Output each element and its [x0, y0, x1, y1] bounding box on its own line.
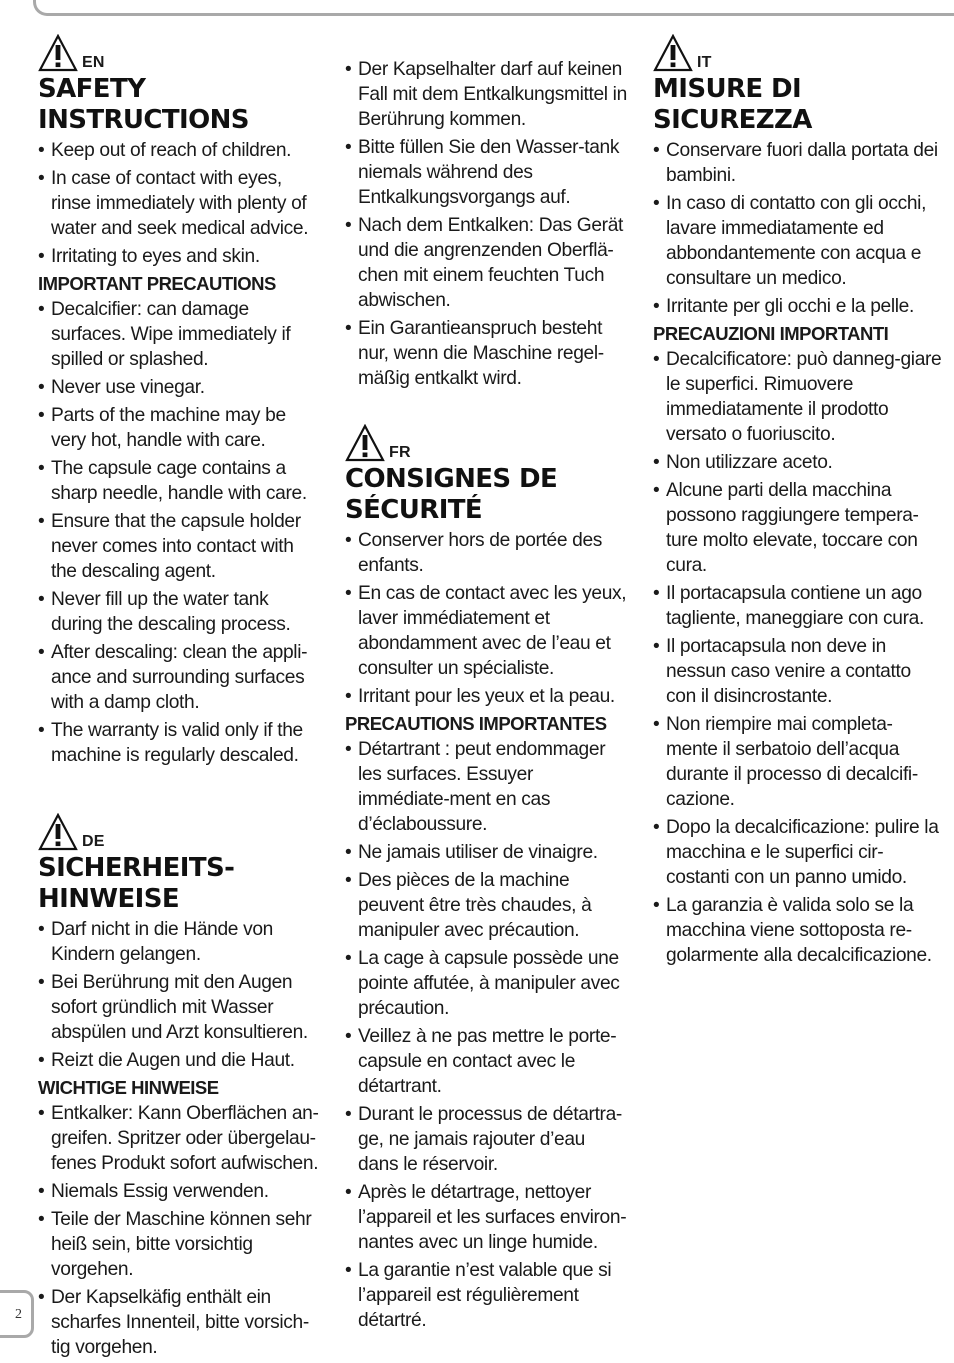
section-title-de-line1: SICHERHEITS- — [38, 853, 235, 883]
warning-triangle-icon — [653, 34, 693, 72]
section-fr — [345, 420, 627, 1333]
list-item: • The capsule cage contains a sharp needle, handle with care. — [38, 456, 320, 506]
list-item: • Veillez à ne pas mettre le porte-capsule en contact avec le détartrant. — [345, 1024, 627, 1099]
list-item: • Non riempire mai completa-mente il serbatoio dell’acqua durante il processo di decalcifi-cazione. — [653, 712, 943, 812]
language-header-fr — [345, 420, 627, 462]
precautions-list-it — [653, 347, 943, 968]
list-item: • Il portacapsula non deve in nessun caso venire a contatto con il disincrostante. — [653, 634, 943, 709]
safety-list-it — [653, 138, 943, 319]
precautions-heading-fr: PRECAUTIONS IMPORTANTES — [345, 713, 607, 734]
section-de — [38, 809, 320, 1360]
language-header-it — [653, 30, 943, 72]
safety-list-fr — [345, 528, 627, 709]
list-item: • Non utilizzare aceto. — [653, 450, 943, 475]
precautions-list-de-part1 — [38, 1101, 320, 1360]
precautions-heading-de: WICHTIGE HINWEISE — [38, 1077, 219, 1098]
section-spacer — [38, 771, 320, 809]
section-title-fr-line2: SÉCURITÉ — [345, 495, 483, 525]
list-item: • Bitte füllen Sie den Wasser-tank niemals während des Entkalkungsvorgangs auf. — [345, 135, 627, 210]
list-item: • Il portacapsula contiene un ago tagliente, maneggiare con cura. — [653, 581, 943, 631]
list-item: • Decalcificatore: può danneg-giare le superfici. Rimuovere immediatamente il prodotto versato o fuoriuscito. — [653, 347, 943, 447]
list-item: • Darf nicht in die Hände von Kindern gelangen. — [38, 917, 320, 967]
section-en — [38, 30, 320, 768]
list-item: • Durant le processus de détartra-ge, ne jamais rajouter d’eau dans le réservoir. — [345, 1102, 627, 1177]
list-item: • Irritante per gli occhi e la pelle. — [653, 294, 943, 319]
list-item: • Irritant pour les yeux et la peau. — [345, 684, 627, 709]
list-item: • Des pièces de la machine peuvent être très chaudes, à manipuler avec précaution. — [345, 868, 627, 943]
precautions-list-en — [38, 297, 320, 768]
list-item: • Conservare fuori dalla portata dei bambini. — [653, 138, 943, 188]
safety-list-de — [38, 917, 320, 1073]
safety-list-en — [38, 138, 320, 269]
section-title-de-line2: HINWEISE — [38, 884, 179, 914]
list-item: • Ensure that the capsule holder never comes into contact with the descaling agent. — [38, 509, 320, 584]
list-item: • Niemals Essig verwenden. — [38, 1179, 320, 1204]
section-title-fr — [345, 464, 627, 526]
list-item: • Keep out of reach of children. — [38, 138, 320, 163]
list-item: • In case of contact with eyes, rinse immediately with plenty of water and seek medical advice. — [38, 166, 320, 241]
list-item: • La cage à capsule possède une pointe affutée, à manipuler avec précaution. — [345, 946, 627, 1021]
section-it — [653, 30, 943, 968]
warning-triangle-icon — [38, 34, 78, 72]
language-code-fr: FR — [389, 444, 411, 461]
warning-triangle-icon — [345, 424, 385, 462]
list-item: • Ne jamais utiliser de vinaigre. — [345, 840, 627, 865]
precautions-list-de-part2 — [345, 57, 627, 391]
list-item: • Decalcifier: can damage surfaces. Wipe immediately if spilled or splashed. — [38, 297, 320, 372]
list-item: • Alcune parti della macchina possono raggiungere tempera-ture molto elevate, toccare con cura. — [653, 478, 943, 578]
list-item: • After descaling: clean the appli-ance and surrounding surfaces with a damp cloth. — [38, 640, 320, 715]
section-title-fr-line1: CONSIGNES DE — [345, 464, 558, 494]
list-item: • La garantie n’est valable que si l’appareil est régulièrement détartré. — [345, 1258, 627, 1333]
language-code-de: DE — [82, 833, 105, 850]
precautions-heading-en: IMPORTANT PRECAUTIONS — [38, 273, 276, 294]
language-code-en: EN — [82, 54, 105, 71]
list-item: • The warranty is valid only if the machine is regularly descaled. — [38, 718, 320, 768]
list-item: • Never use vinegar. — [38, 375, 320, 400]
language-header-de — [38, 809, 320, 851]
list-item: • Der Kapselkäfig enthält ein scharfes Innenteil, bitte vorsich-tig vorgehen. — [38, 1285, 320, 1360]
list-item: • In caso di contatto con gli occhi, lavare immediatamente ed abbondantemente con acqua e consultare un medico. — [653, 191, 943, 291]
list-item: • En cas de contact avec les yeux, laver immédiatement et abondamment avec de l’eau et consulter un spécialiste. — [345, 581, 627, 681]
list-item: • Parts of the machine may be very hot, handle with care. — [38, 403, 320, 453]
column-2 — [345, 57, 627, 1336]
precautions-list-fr — [345, 737, 627, 1333]
list-item: • Reizt die Augen und die Haut. — [38, 1048, 320, 1073]
warning-triangle-icon — [38, 813, 78, 851]
precautions-heading-it: PRECAUZIONI IMPORTANTI — [653, 323, 889, 344]
list-item: • Détartrant : peut endommager les surfaces. Essuyer immédiate-ment en cas d’éclaboussure. — [345, 737, 627, 837]
language-code-it: IT — [697, 54, 712, 71]
column-1 — [38, 30, 320, 1363]
page-number: 2 — [15, 1307, 22, 1322]
list-item: • Dopo la decalcificazione: pulire la macchina e le superfici cir-costanti con un panno umido. — [653, 815, 943, 890]
section-title-it: MISURE DI SICUREZZA — [653, 74, 812, 135]
section-title-de — [38, 853, 320, 915]
page-frame-top — [33, 0, 954, 16]
list-item: • Entkalker: Kann Oberflächen an-greifen. Spritzer oder übergelau-fenes Produkt sofort aufwischen. — [38, 1101, 320, 1176]
language-header-en — [38, 30, 320, 72]
list-item: • Never fill up the water tank during the descaling process. — [38, 587, 320, 637]
list-item: • Der Kapselhalter darf auf keinen Fall mit dem Entkalkungsmittel in Berührung kommen. — [345, 57, 627, 132]
list-item: • Teile der Maschine können sehr heiß sein, bitte vorsichtig vorgehen. — [38, 1207, 320, 1282]
list-item: • Bei Berührung mit den Augen sofort gründlich mit Wasser abspülen und Arzt konsultieren. — [38, 970, 320, 1045]
list-item: • Conserver hors de portée des enfants. — [345, 528, 627, 578]
column-3 — [653, 30, 943, 971]
section-title-en: SAFETY INSTRUCTIONS — [38, 74, 249, 135]
list-item: • Après le détartrage, nettoyer l’appareil et les surfaces environ-nantes avec un linge humide. — [345, 1180, 627, 1255]
list-item: • Ein Garantieanspruch besteht nur, wenn die Maschine regel-mäßig entkalkt wird. — [345, 316, 627, 391]
list-item: • Irritating to eyes and skin. — [38, 244, 320, 269]
list-item: • La garanzia è valida solo se la macchina viene sottoposta re-golarmente alla decalcificazione. — [653, 893, 943, 968]
list-item: • Nach dem Entkalken: Das Gerät und die angrenzenden Oberflä-chen mit einem feuchten Tuch abwischen. — [345, 213, 627, 313]
section-spacer — [345, 394, 627, 420]
